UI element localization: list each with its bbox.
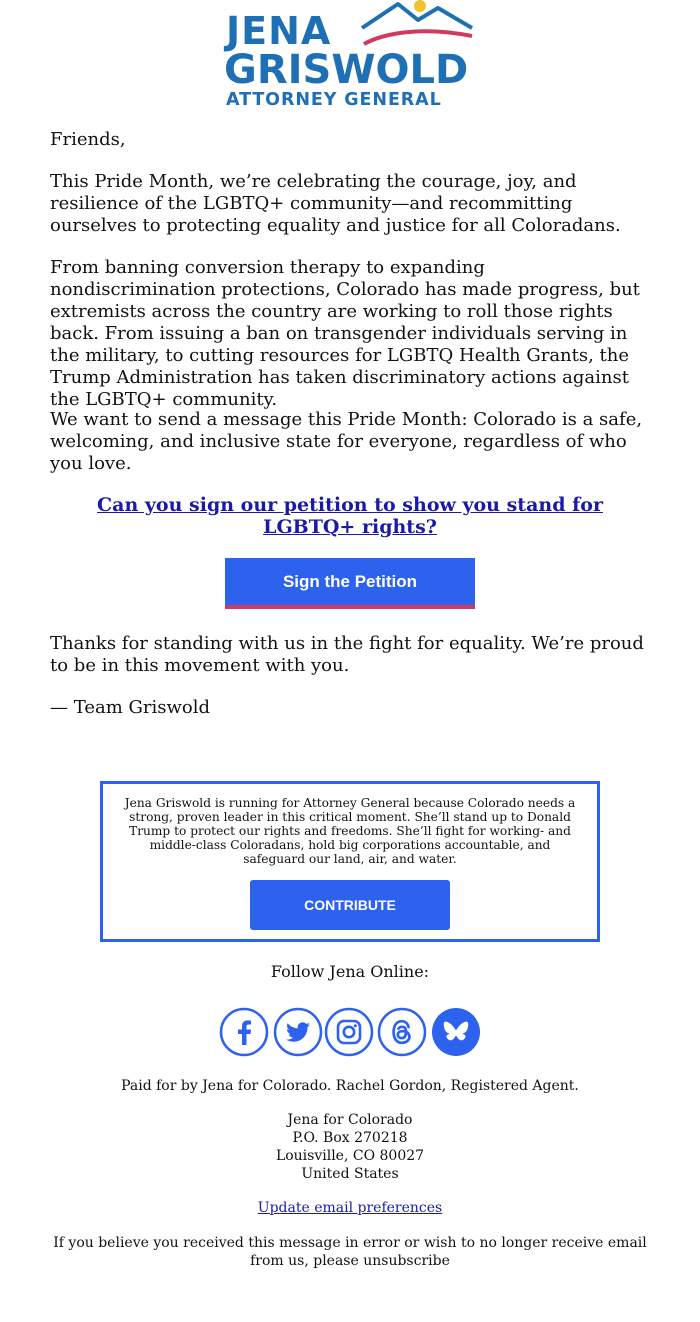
contribute-button[interactable] bbox=[250, 880, 450, 930]
address-po-box: P.O. Box 270218 bbox=[292, 1130, 408, 1146]
sign-petition-label: Sign the Petition bbox=[282, 571, 418, 591]
address-city: Louisville, CO 80027 bbox=[275, 1148, 425, 1164]
follow-label: Follow Jena Online: bbox=[270, 962, 430, 981]
mountain-logo-icon bbox=[360, 0, 475, 46]
update-preferences-link[interactable]: Update email preferences bbox=[257, 1200, 443, 1216]
twitter-icon[interactable] bbox=[273, 1007, 323, 1057]
threads-icon[interactable] bbox=[377, 1007, 427, 1057]
facebook-icon[interactable] bbox=[219, 1007, 269, 1057]
paragraph-thanks: Thanks for standing with us in the fight for equality. We’re proud to be in this movement with you. bbox=[50, 633, 644, 676]
signoff: — Team Griswold bbox=[50, 697, 211, 718]
bio-box bbox=[100, 781, 600, 942]
address-name: Jena for Colorado bbox=[287, 1112, 413, 1128]
paid-for-disclaimer: Paid for by Jena for Colorado. Rachel Gordon, Registered Agent. bbox=[121, 1078, 579, 1094]
logo-name-last: GRISWOLD bbox=[224, 47, 469, 93]
sign-petition-button[interactable] bbox=[225, 558, 475, 609]
greeting: Friends, bbox=[50, 129, 126, 150]
contribute-label: CONTRIBUTE bbox=[304, 897, 396, 913]
paragraph-message: We want to send a message this Pride Month: Colorado is a safe, welcoming, and inclusive state for everyone, regardless of who you love. bbox=[50, 409, 643, 474]
petition-link[interactable]: Can you sign our petition to show you stand for LGBTQ+ rights? bbox=[97, 494, 603, 538]
campaign-logo bbox=[222, 0, 482, 112]
unsubscribe-notice[interactable]: If you believe you received this message in error or wish to no longer receive email from us, please unsubscribe bbox=[53, 1235, 647, 1269]
paragraph-progress: From banning conversion therapy to expanding nondiscrimination protections, Colorado has made progress, but extremists across the country are working to roll those rights back. From issuing a ban on transgender individuals serving in the military, to cutting resources for LGBTQ Health Grants, the Trump Administration has taken discriminatory actions against the LGBTQ+ community. bbox=[50, 257, 640, 410]
logo-office: ATTORNEY GENERAL bbox=[226, 90, 442, 110]
instagram-icon[interactable] bbox=[324, 1007, 374, 1057]
bio-text: Jena Griswold is running for Attorney General because Colorado needs a strong, proven leader in this critical moment. She’ll stand up to Donald Trump to protect our rights and freedoms. She’ll fight for working- and middle-class Coloradans, hold big corporations accountable, and safeguard our land, air, and water. bbox=[124, 796, 576, 866]
address-country: United States bbox=[301, 1166, 399, 1182]
paragraph-intro: This Pride Month, we’re celebrating the courage, joy, and resilience of the LGBTQ+ community—and recommitting ourselves to protecting equality and justice for all Coloradans. bbox=[50, 171, 621, 236]
bluesky-icon[interactable] bbox=[431, 1007, 481, 1057]
logo-name-first: JENA bbox=[226, 9, 332, 53]
mailing-address bbox=[0, 1111, 700, 1183]
